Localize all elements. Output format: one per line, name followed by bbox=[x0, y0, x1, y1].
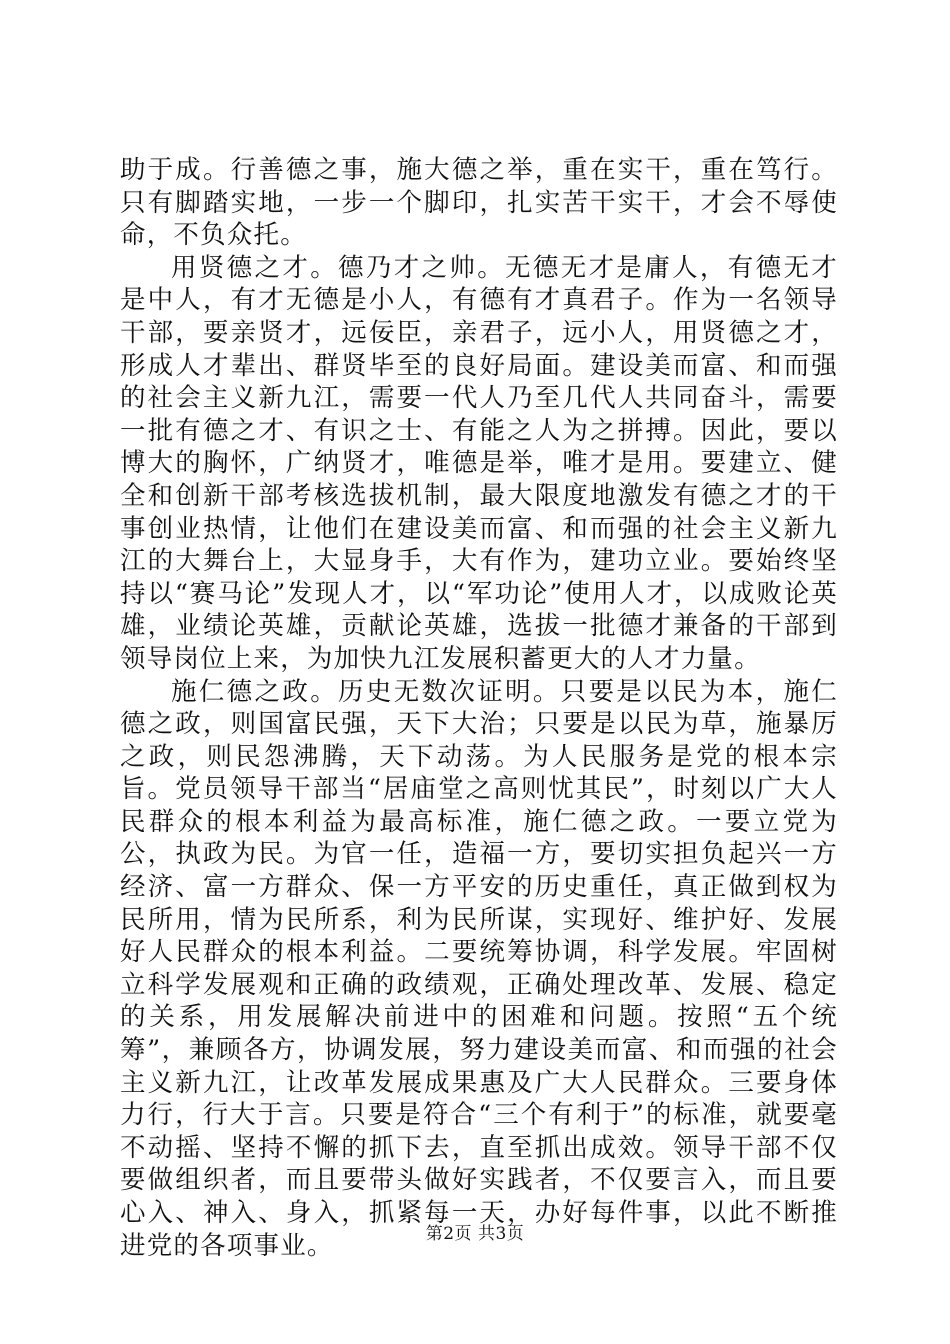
page-number-footer: 第2页 共3页 bbox=[425, 1224, 525, 1244]
paragraph-1: 助于成。行善德之事，施大德之举，重在实干，重在笃行。只有脚踏实地，一步一个脚印，扎实苦干实干，才会不辱使命，不负众托。 bbox=[120, 155, 838, 251]
paragraph-2: 用贤德之才。德乃才之帅。无德无才是庸人，有德无才是中人，有才无德是小人，有德有才真君子。作为一名领导干部，要亲贤才，远佞臣，亲君子，远小人，用贤德之才，形成人才辈出、群贤毕至的良好局面。建设美而富、和而强的社会主义新九江，需要一代人乃至几代人共同奋斗，需要一批有德之才、有识之士、有能之人为之拼搏。因此，要以博大的胸怀，广纳贤才，唯德是举，唯才是用。要建立、健全和创新干部考核选拔机制，最大限度地激发有德之才的干事创业热情，让他们在建设美而富、和而强的社会主义新九江的大舞台上，大显身手，大有作为，建功立业。要始终坚持以“赛马论”发现人才，以“军功论”使用人才，以成败论英雄，业绩论英雄，贡献论英雄，选拔一批德才兼备的干部到领导岗位上来，为加快九江发展积蓄更大的人才力量。 bbox=[120, 252, 838, 674]
paragraph-3: 施仁德之政。历史无数次证明。只要是以民为本，施仁德之政，则国富民强，天下大治；只要是以民为草，施暴厉之政，则民怨沸腾，天下动荡。为人民服务是党的根本宗旨。党员领导干部当“居庙堂之高则忧其民”，时刻以广大人民群众的根本利益为最高标准，施仁德之政。一要立党为公，执政为民。为官一任，造福一方，要切实担负起兴一方经济、富一方群众、保一方平安的历史重任，真正做到权为民所用，情为民所系，利为民所谋，实现好、维护好、发展好人民群众的根本利益。二要统筹协调，科学发展。牢固树立科学发展观和正确的政绩观，正确处理改革、发展、稳定的关系，用发展解决前进中的困难和问题。按照“五个统筹”，兼顾各方，协调发展，努力建设美而富、和而强的社会主义新九江，让改革发展成果惠及广大人民群众。三要身体力行，行大于言。只要是符合“三个有利于”的标准，就要毫不动摇、坚持不懈的抓下去，直至抓出成效。领导干部不仅要做组织者，而且要带头做好实践者，不仅要言入，而且要心入、神入、身入，抓紧每一天，办好每件事，以此不断推进党的各项事业。 bbox=[120, 676, 838, 1261]
body-text bbox=[120, 154, 838, 1262]
